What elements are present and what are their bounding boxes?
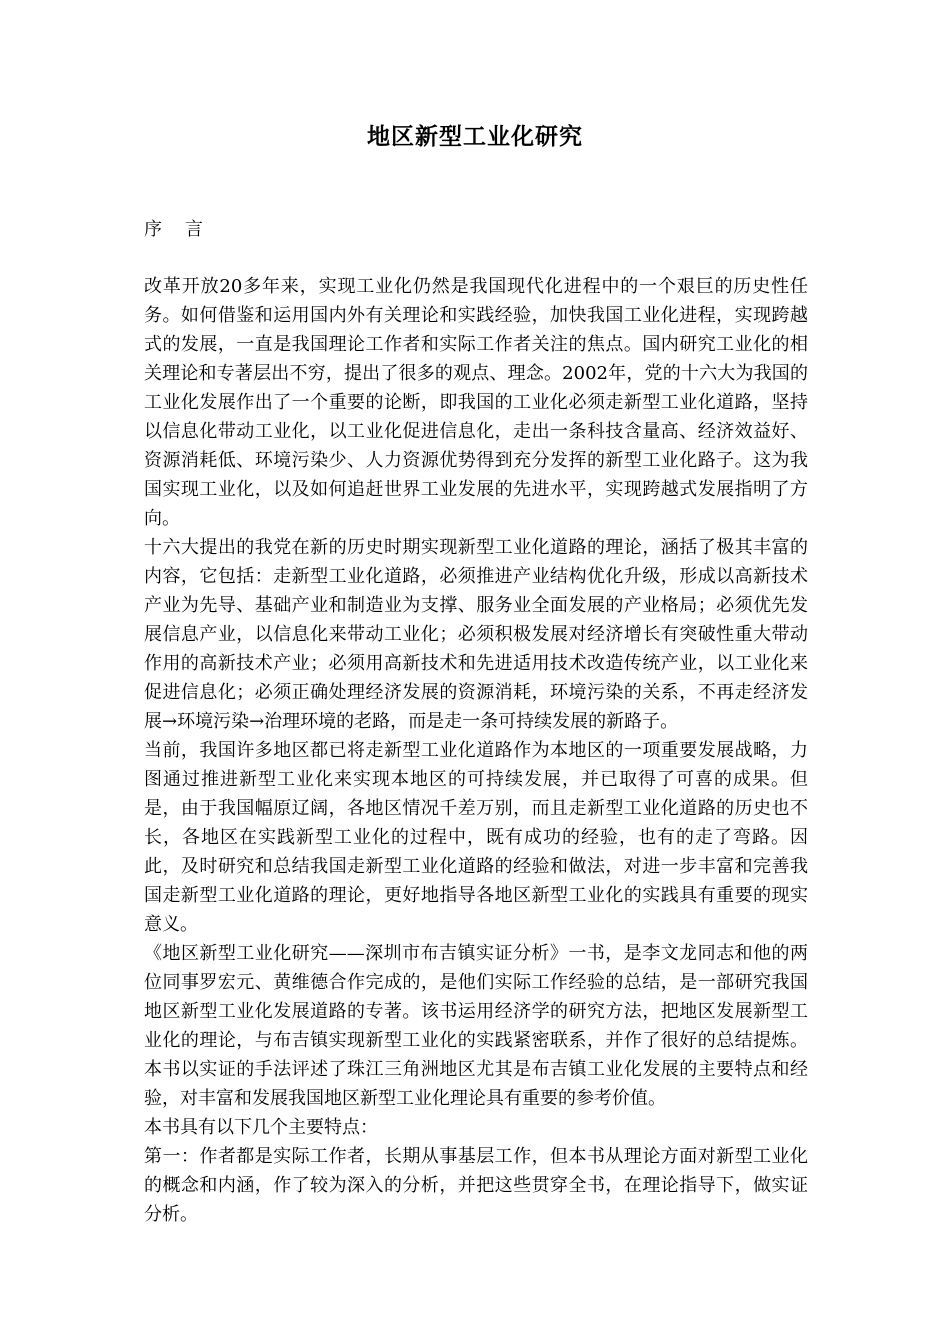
document-body [144, 272, 808, 1229]
paragraph: 第一：作者都是实际工作者，长期从事基层工作，但本书从理论方面对新型工业化的概念和内涵，作了较为深入的分析，并把这些贯穿全书，在理论指导下，做实证分析。 [144, 1146, 808, 1225]
section-heading [144, 216, 204, 244]
paragraph: 十六大提出的我党在新的历史时期实现新型工业化道路的理论，涵括了极其丰富的内容，它包括：走新型工业化道路，必须推进产业结构优化升级，形成以高新技术产业为先导、基础产业和制造业为支撑、服务业全面发展的产业格局；必须优先发展信息产业，以信息化来带动工业化；必须积极发展对经济增长有突破性重大带动作用的高新技术产业；必须用高新技术和先进适用技术改造传统产业，以工业化来促进信息化；必须正确处理经济发展的资源消耗，环境污染的关系，不再走经济发展→环境污染→治理环境的老路，而是走一条可持续发展的新路子。 [144, 537, 808, 732]
document-title: 地区新型工业化研究 [367, 123, 583, 150]
paragraph: 当前，我国许多地区都已将走新型工业化道路作为本地区的一项重要发展战略，力图通过推进新型工业化来实现本地区的可持续发展，并已取得了可喜的成果。但是，由于我国幅原辽阔，各地区情况千差万别，而且走新型工业化道路的历史也不长，各地区在实践新型工业化的过程中，既有成功的经验，也有的走了弯路。因此，及时研究和总结我国走新型工业化道路的经验和做法，对进一步丰富和完善我国走新型工业化道路的理论，更好地指导各地区新型工业化的实践具有重要的现实意义。 [144, 740, 808, 935]
section-heading-char-1: 序 [144, 219, 163, 240]
paragraph: 改革开放20多年来，实现工业化仍然是我国现代化进程中的一个艰巨的历史性任务。如何借鉴和运用国内外有关理论和实践经验，加快我国工业化进程，实现跨越式的发展，一直是我国理论工作者和实际工作者关注的焦点。国内研究工业化的相关理论和专著层出不穷，提出了很多的观点、理念。2002年，党的十六大为我国的工业化发展作出了一个重要的论断，即我国的工业化必须走新型工业化道路，坚持以信息化带动工业化，以工业化促进信息化，走出一条科技含量高、经济效益好、资源消耗低、环境污染少、人力资源优势得到充分发挥的新型工业化路子。这为我国实现工业化，以及如何追赶世界工业发展的先进水平，实现跨越式发展指明了方向。 [144, 276, 808, 529]
section-heading-char-2: 言 [185, 219, 204, 240]
paragraph: 《地区新型工业化研究——深圳市布吉镇实证分析》一书，是李文龙同志和他的两位同事罗宏元、黄维德合作完成的，是他们实际工作经验的总结，是一部研究我国地区新型工业化发展道路的专著。该书运用经济学的研究方法，把地区发展新型工业化的理论，与布吉镇实现新型工业化的实践紧密联系，并作了很好的总结提炼。本书以实证的手法评述了珠江三角洲地区尤其是布吉镇工业化发展的主要特点和经验，对丰富和发展我国地区新型工业化理论具有重要的参考价值。 [144, 943, 808, 1109]
paragraph: 本书具有以下几个主要特点： [144, 1117, 378, 1138]
